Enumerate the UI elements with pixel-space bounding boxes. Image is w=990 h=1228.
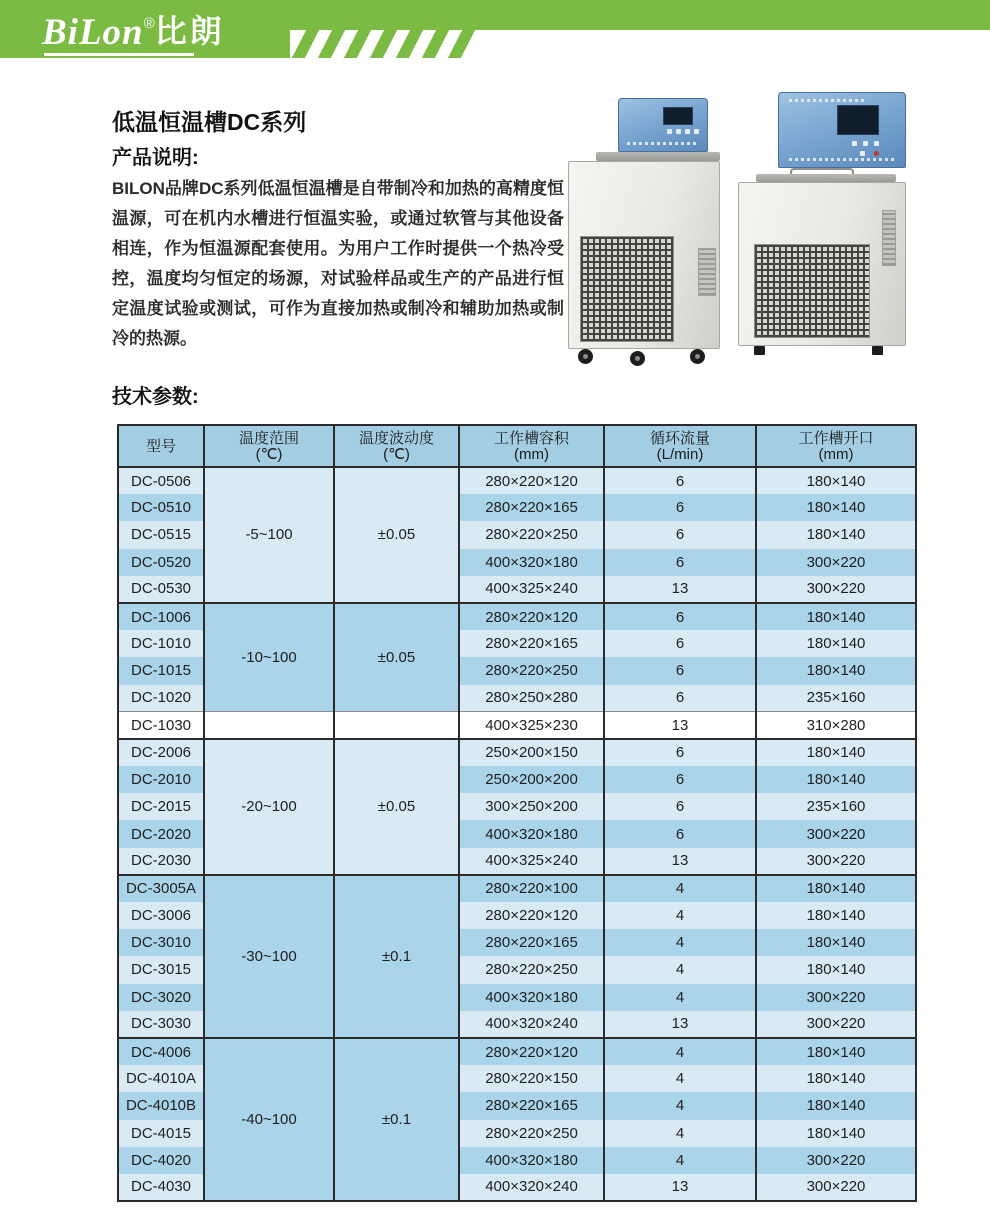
opening-cell: 310×280	[756, 712, 916, 739]
specs-heading: 技术参数:	[112, 386, 199, 408]
volume-cell: 280×220×165	[459, 494, 604, 521]
volume-cell: 280×220×120	[459, 603, 604, 630]
flow-cell: 13	[604, 1174, 756, 1201]
unit-foot	[872, 346, 883, 355]
volume-cell: 280×220×250	[459, 1120, 604, 1147]
model-cell: DC-1010	[118, 630, 204, 657]
flow-cell: 6	[604, 739, 756, 766]
flow-cell: 13	[604, 1011, 756, 1038]
volume-cell: 280×220×120	[459, 467, 604, 494]
model-cell: DC-4030	[118, 1174, 204, 1201]
volume-cell: 400×320×180	[459, 1147, 604, 1174]
column-header: 温度范围 (℃)	[204, 425, 334, 467]
flow-cell: 6	[604, 657, 756, 684]
side-vent	[698, 248, 716, 296]
header-row	[118, 425, 916, 467]
flow-cell: 6	[604, 793, 756, 820]
opening-cell: 300×220	[756, 984, 916, 1011]
flow-cell: 4	[604, 1120, 756, 1147]
specs-table-header	[118, 425, 916, 467]
opening-cell: 180×140	[756, 630, 916, 657]
model-cell: DC-2030	[118, 848, 204, 875]
column-header: 循环流量 (L/min)	[604, 425, 756, 467]
product-photo-right	[738, 92, 910, 358]
brand-logo-chinese: 比朗	[154, 13, 225, 49]
panel-button	[874, 141, 879, 146]
flow-cell: 4	[604, 1065, 756, 1092]
bath-lid	[756, 174, 896, 182]
volume-cell: 280×250×280	[459, 685, 604, 712]
opening-cell: 300×220	[756, 1147, 916, 1174]
volume-cell: 400×320×180	[459, 549, 604, 576]
product-description: BILON品牌DC系列低温恒温槽是自带制冷和加热的高精度恒温源，可在机内水槽进行恒温实验，或通过软管与其他设备相连，作为恒温源配套使用。为用户工作时提供一个热冷受控，温度均匀恒定的场源，对试验样品或生产的产品进行恒定温度试验或测试，可作为直接加热或制冷和辅助加热或制冷的热源。	[112, 179, 564, 348]
opening-cell: 180×140	[756, 875, 916, 902]
opening-cell: 180×140	[756, 657, 916, 684]
model-cell: DC-3020	[118, 984, 204, 1011]
model-cell: DC-2020	[118, 820, 204, 847]
spec-row	[118, 875, 916, 902]
opening-cell: 300×220	[756, 576, 916, 603]
column-header: 温度波动度 (℃)	[334, 425, 459, 467]
caster-wheel	[578, 349, 593, 364]
flow-cell: 6	[604, 685, 756, 712]
model-cell: DC-3030	[118, 1011, 204, 1038]
flow-cell: 4	[604, 1038, 756, 1065]
opening-cell: 235×160	[756, 685, 916, 712]
panel-label-text	[627, 142, 699, 145]
model-cell: DC-2010	[118, 766, 204, 793]
flow-cell: 4	[604, 1147, 756, 1174]
registered-mark-icon: ®	[143, 15, 155, 32]
display-screen	[837, 105, 879, 135]
caster-wheel	[630, 351, 645, 366]
opening-cell: 300×220	[756, 820, 916, 847]
flow-cell: 13	[604, 848, 756, 875]
opening-cell: 180×140	[756, 766, 916, 793]
spec-row	[118, 739, 916, 766]
volume-cell: 280×220×250	[459, 657, 604, 684]
model-cell: DC-4010B	[118, 1092, 204, 1119]
model-cell: DC-0506	[118, 467, 204, 494]
flow-cell: 6	[604, 549, 756, 576]
flow-cell: 4	[604, 1092, 756, 1119]
power-button	[874, 151, 879, 156]
opening-cell: 300×220	[756, 1174, 916, 1201]
control-panel	[778, 92, 906, 168]
fluctuation-cell: ±0.1	[334, 875, 459, 1038]
opening-cell: 180×140	[756, 603, 916, 630]
volume-cell: 280×220×100	[459, 875, 604, 902]
flow-cell: 13	[604, 576, 756, 603]
panel-button	[863, 141, 868, 146]
volume-cell: 400×325×230	[459, 712, 604, 739]
opening-cell: 180×140	[756, 1065, 916, 1092]
vent-grille	[754, 244, 870, 338]
panel-button	[685, 129, 690, 134]
volume-cell: 280×220×250	[459, 521, 604, 548]
model-cell: DC-4015	[118, 1120, 204, 1147]
column-header: 型号	[118, 425, 204, 467]
volume-cell: 300×250×200	[459, 793, 604, 820]
flow-cell: 13	[604, 712, 756, 739]
fluctuation-cell: ±0.05	[334, 467, 459, 603]
volume-cell: 400×325×240	[459, 576, 604, 603]
model-cell: DC-4006	[118, 1038, 204, 1065]
panel-button	[860, 151, 865, 156]
flow-cell: 6	[604, 467, 756, 494]
model-cell: DC-3006	[118, 902, 204, 929]
temp-range-cell: -20~100	[204, 739, 334, 875]
spec-row	[118, 712, 916, 739]
panel-top-label	[789, 99, 865, 102]
control-panel	[618, 98, 708, 152]
logo-underline	[44, 53, 194, 56]
specs-table-body	[118, 467, 916, 1201]
model-cell: DC-1030	[118, 712, 204, 739]
unit-foot	[754, 346, 765, 355]
temp-range-cell: -10~100	[204, 603, 334, 712]
opening-cell: 180×140	[756, 1038, 916, 1065]
opening-cell: 300×220	[756, 1011, 916, 1038]
volume-cell: 280×220×165	[459, 929, 604, 956]
opening-cell: 180×140	[756, 467, 916, 494]
brand-logo-script: BiLon	[42, 12, 144, 53]
model-cell: DC-3015	[118, 956, 204, 983]
temp-range-cell: -30~100	[204, 875, 334, 1038]
opening-cell: 180×140	[756, 929, 916, 956]
spec-row	[118, 603, 916, 630]
side-vent	[882, 210, 896, 266]
brand-logo	[42, 8, 225, 54]
opening-cell: 180×140	[756, 1092, 916, 1119]
product-photo-left	[566, 98, 726, 366]
flow-cell: 6	[604, 603, 756, 630]
opening-cell: 180×140	[756, 956, 916, 983]
volume-cell: 280×220×120	[459, 1038, 604, 1065]
flow-cell: 4	[604, 956, 756, 983]
panel-button	[676, 129, 681, 134]
model-cell: DC-0520	[118, 549, 204, 576]
opening-cell: 300×220	[756, 848, 916, 875]
display-screen	[663, 107, 693, 125]
fluctuation-cell: ±0.05	[334, 739, 459, 875]
product-description-heading: 产品说明:	[112, 147, 199, 169]
model-cell: DC-3005A	[118, 875, 204, 902]
flow-cell: 6	[604, 820, 756, 847]
model-cell: DC-3010	[118, 929, 204, 956]
model-cell: DC-0510	[118, 494, 204, 521]
volume-cell: 280×220×120	[459, 902, 604, 929]
flow-cell: 4	[604, 875, 756, 902]
volume-cell: 280×220×165	[459, 630, 604, 657]
opening-cell: 180×140	[756, 1120, 916, 1147]
temp-range-cell: -5~100	[204, 467, 334, 603]
volume-cell: 250×200×150	[459, 739, 604, 766]
model-cell: DC-1020	[118, 685, 204, 712]
volume-cell: 280×220×165	[459, 1092, 604, 1119]
opening-cell: 300×220	[756, 549, 916, 576]
panel-button	[667, 129, 672, 134]
model-cell: DC-1015	[118, 657, 204, 684]
model-cell: DC-0530	[118, 576, 204, 603]
flow-cell: 4	[604, 902, 756, 929]
vent-grille	[580, 236, 674, 342]
temp-range-cell	[204, 712, 334, 739]
flow-cell: 6	[604, 494, 756, 521]
volume-cell: 250×200×200	[459, 766, 604, 793]
opening-cell: 180×140	[756, 494, 916, 521]
flow-cell: 6	[604, 630, 756, 657]
model-cell: DC-0515	[118, 521, 204, 548]
column-header: 工作槽开口 (mm)	[756, 425, 916, 467]
page-title: 低温恒温槽DC系列	[112, 109, 307, 135]
panel-button	[852, 141, 857, 146]
column-header: 工作槽容积 (mm)	[459, 425, 604, 467]
banner-diagonal-stripes-icon	[299, 30, 481, 58]
flow-cell: 6	[604, 766, 756, 793]
model-cell: DC-1006	[118, 603, 204, 630]
flow-cell: 6	[604, 521, 756, 548]
volume-cell: 400×320×180	[459, 820, 604, 847]
caster-wheel	[690, 349, 705, 364]
model-cell: DC-4020	[118, 1147, 204, 1174]
spec-row	[118, 1038, 916, 1065]
spec-row	[118, 467, 916, 494]
opening-cell: 180×140	[756, 521, 916, 548]
fluctuation-cell: ±0.1	[334, 1038, 459, 1201]
volume-cell: 280×220×150	[459, 1065, 604, 1092]
opening-cell: 180×140	[756, 739, 916, 766]
model-cell: DC-2006	[118, 739, 204, 766]
volume-cell: 400×320×240	[459, 1174, 604, 1201]
model-cell: DC-4010A	[118, 1065, 204, 1092]
volume-cell: 400×325×240	[459, 848, 604, 875]
volume-cell: 400×320×240	[459, 1011, 604, 1038]
flow-cell: 4	[604, 984, 756, 1011]
panel-label-text	[789, 158, 895, 161]
bath-lid	[596, 152, 720, 161]
opening-cell: 180×140	[756, 902, 916, 929]
temp-range-cell: -40~100	[204, 1038, 334, 1201]
model-cell: DC-2015	[118, 793, 204, 820]
opening-cell: 235×160	[756, 793, 916, 820]
fluctuation-cell: ±0.05	[334, 603, 459, 712]
volume-cell: 280×220×250	[459, 956, 604, 983]
specs-table	[117, 424, 917, 1202]
fluctuation-cell	[334, 712, 459, 739]
volume-cell: 400×320×180	[459, 984, 604, 1011]
flow-cell: 4	[604, 929, 756, 956]
panel-button	[694, 129, 699, 134]
